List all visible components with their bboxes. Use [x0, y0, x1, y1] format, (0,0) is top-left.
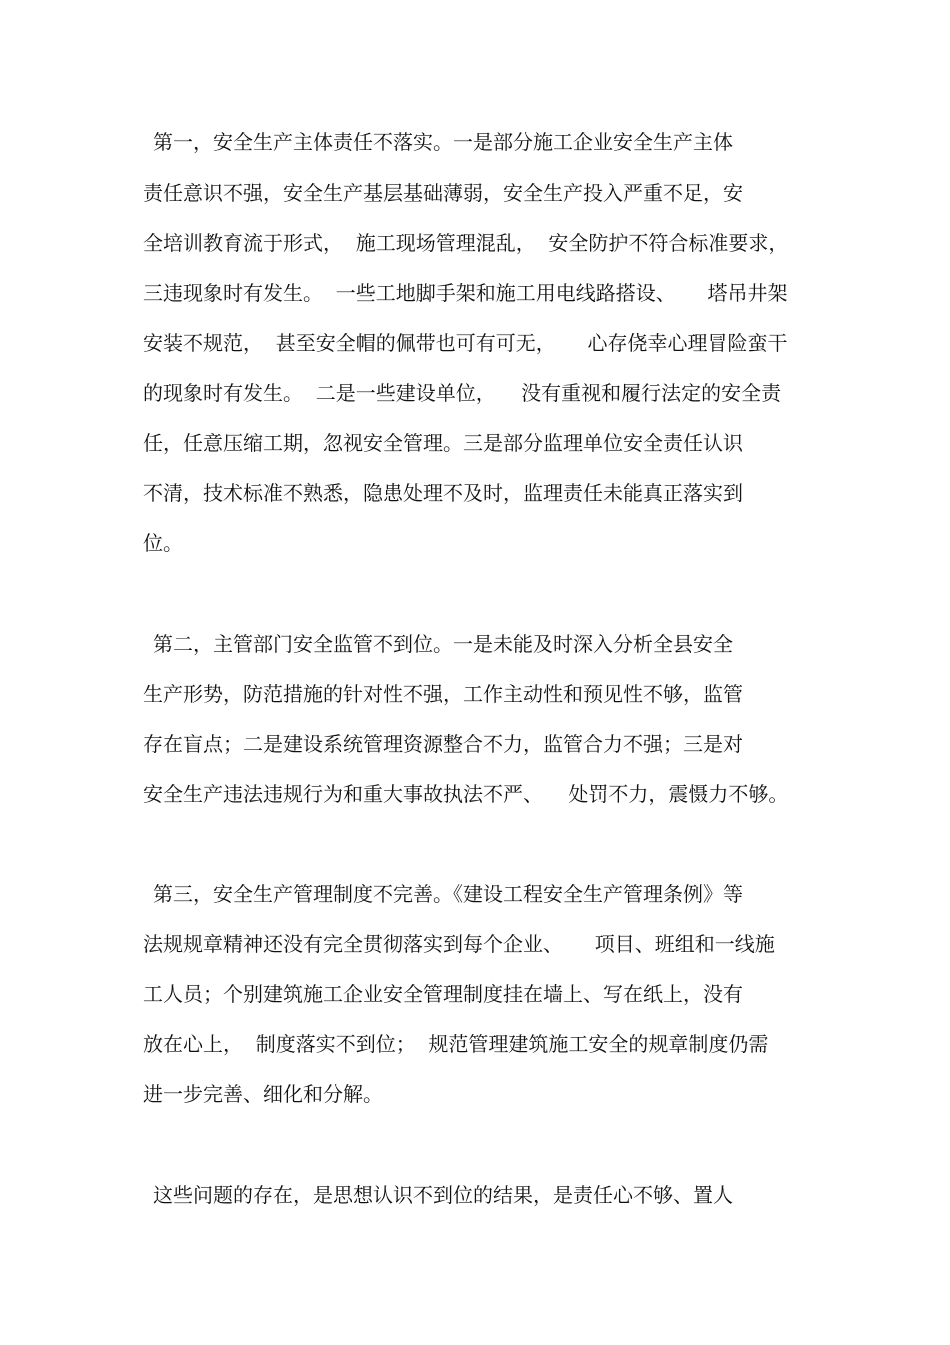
paragraph-1-line-3: 全培训教育流于形式， 施工现场管理混乱， 安全防护不符合标准要求， — [143, 231, 789, 255]
paragraph-2-line-3: 存在盲点；二是建设系统管理资源整合不力，监管合力不强；三是对 — [143, 732, 743, 756]
paragraph-3-line-4: 放在心上， 制度落实不到位； 规范管理建筑施工安全的规章制度仍需 — [143, 1032, 769, 1056]
paragraph-2-line-2: 生产形势，防范措施的针对性不强，工作主动性和预见性不够，监管 — [143, 682, 743, 706]
paragraph-1-line-9: 位。 — [143, 531, 183, 555]
paragraph-1-line-1: 第一，安全生产主体责任不落实。一是部分施工企业安全生产主体 — [153, 130, 733, 154]
paragraph-1-line-5: 安装不规范， 甚至安全帽的佩带也可有可无， 心存侥幸心理冒险蛮干 — [143, 331, 788, 355]
paragraph-4-line-1: 这些问题的存在，是思想认识不到位的结果，是责任心不够、置人 — [153, 1183, 733, 1207]
paragraph-3-line-1: 第三，安全生产管理制度不完善。《建设工程安全生产管理条例》等 — [153, 882, 743, 906]
paragraph-1-line-4: 三违现象时有发生。 一些工地脚手架和施工用电线路搭设、 塔吊井架 — [143, 281, 788, 305]
paragraph-2-line-4: 安全生产违法违规行为和重大事故执法不严、 处罚不力，震慑力不够。 — [143, 782, 789, 806]
paragraph-1-line-8: 不清，技术标准不熟悉，隐患处理不及时，监理责任未能真正落实到 — [143, 481, 743, 505]
paragraph-3-line-2: 法规规章精神还没有完全贯彻落实到每个企业、 项目、班组和一线施 — [143, 932, 775, 956]
paragraph-1-line-6: 的现象时有发生。 二是一些建设单位， 没有重视和履行法定的安全责 — [143, 381, 782, 405]
paragraph-2-line-1: 第二，主管部门安全监管不到位。一是未能及时深入分析全县安全 — [153, 632, 733, 656]
paragraph-3-line-5: 进一步完善、细化和分解。 — [143, 1082, 383, 1106]
paragraph-1-line-2: 责任意识不强，安全生产基层基础薄弱，安全生产投入严重不足，安 — [143, 181, 743, 205]
paragraph-1-line-7: 任，任意压缩工期，忽视安全管理。三是部分监理单位安全责任认识 — [143, 431, 743, 455]
paragraph-3-line-3: 工人员；个别建筑施工企业安全管理制度挂在墙上、写在纸上，没有 — [143, 982, 743, 1006]
